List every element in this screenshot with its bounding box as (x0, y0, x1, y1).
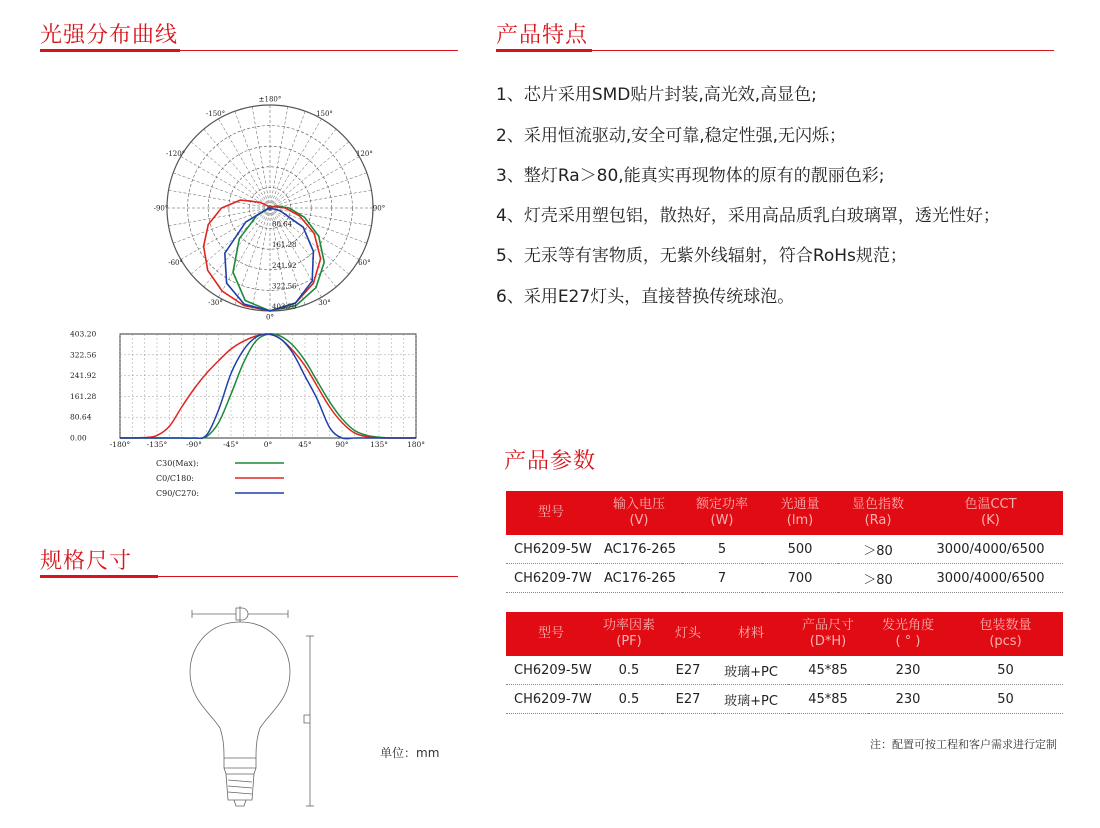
cell: 230 (868, 685, 948, 714)
x-tick-label: -45° (223, 440, 239, 449)
header-model: 型号 (506, 491, 596, 535)
header-angle: 发光角度 ( ° ) (868, 612, 948, 656)
polar-angle-label: -30° (208, 298, 223, 307)
y-tick-label: 0.00 (70, 433, 87, 443)
params-table-2 (506, 612, 1063, 714)
polar-angle-label: 120° (355, 150, 373, 158)
bulb-outline (190, 622, 290, 758)
features-title: 产品特点 (496, 23, 589, 48)
cell: ＞80 (838, 564, 918, 593)
header-material: 材料 (714, 612, 788, 656)
polar-curves (204, 200, 325, 311)
y-tick-label: 403.20 (70, 329, 97, 339)
cell: 3000/4000/6500 (918, 535, 1063, 564)
header-cri: 显色指数 (Ra) (838, 491, 918, 535)
polar-angle-label: 30° (318, 298, 331, 307)
unit-label: 单位：mm (380, 746, 440, 760)
table-row (506, 564, 1063, 593)
x-tick-label: 90° (335, 440, 349, 449)
header-model: 型号 (506, 612, 596, 656)
table-header-row (506, 612, 1063, 656)
diameter-symbol (236, 608, 248, 620)
y-tick-label: 161.28 (70, 391, 97, 401)
feature-item: 5、无汞等有害物质，无紫外线辐射，符合RoHs规范； (496, 246, 907, 266)
cell: CH6209-7W (506, 564, 596, 593)
cell: 玻璃+PC (714, 685, 788, 714)
feature-item: 6、采用E27灯头，直接替换传统球泡。 (496, 287, 795, 307)
feature-item: 3、整灯Ra＞80,能真实再现物体的原有的靓丽色彩; (496, 166, 885, 186)
x-tick-label: -135° (146, 440, 168, 449)
header-power: 额定功率 (W) (682, 491, 762, 535)
y-tick-label: 241.92 (70, 371, 97, 381)
polar-radial-label: 161.28 (272, 241, 297, 250)
cell: CH6209-5W (506, 656, 596, 685)
cell: 0.5 (596, 685, 662, 714)
cell: E27 (662, 656, 714, 685)
bulb-drawing (180, 600, 330, 815)
customization-note: 注：配置可按工程和客户需求进行定制 (870, 738, 1057, 751)
polar-angle-label: -60° (168, 259, 183, 267)
cell: 0.5 (596, 656, 662, 685)
bulb-cap (224, 758, 256, 806)
cell: AC176-265 (596, 535, 682, 564)
cell: AC176-265 (596, 564, 682, 593)
table-row (506, 685, 1063, 714)
dimensions-title: 规格尺寸 (40, 549, 133, 574)
x-tick-label: 0° (263, 440, 273, 449)
header-cct: 色温CCT (K) (918, 491, 1063, 535)
distribution-title-rule (40, 50, 458, 51)
params-table-1 (506, 491, 1063, 593)
feature-item: 1、芯片采用SMD贴片封装,高光效,高显色; (496, 85, 817, 105)
polar-curve (225, 208, 314, 311)
table-header-row (506, 491, 1063, 535)
cell: E27 (662, 685, 714, 714)
cell: 50 (948, 656, 1063, 685)
x-tick-label: 135° (369, 440, 389, 449)
cell: 45*85 (788, 656, 868, 685)
chart-legend (156, 459, 284, 498)
polar-radial-label: 322.56 (272, 282, 297, 291)
cell: 45*85 (788, 685, 868, 714)
polar-diagram (153, 95, 390, 322)
cell: 玻璃+PC (714, 656, 788, 685)
cell: CH6209-7W (506, 685, 596, 714)
y-tick-label: 80.64 (70, 412, 92, 422)
table-row (506, 656, 1063, 685)
header-pf: 功率因素 (PF) (596, 612, 662, 656)
table-row (506, 535, 1063, 564)
cell: 50 (948, 685, 1063, 714)
cell: 700 (762, 564, 838, 593)
x-tick-label: -180° (109, 440, 131, 449)
polar-angle-label: 90° (372, 204, 386, 213)
header-pack: 包装数量 (pcs) (948, 612, 1063, 656)
polar-angle-label: -150° (205, 110, 226, 119)
polar-angle-label: -120° (165, 150, 186, 158)
cell: 3000/4000/6500 (918, 564, 1063, 593)
cell: 500 (762, 535, 838, 564)
header-lumen: 光通量 (lm) (762, 491, 838, 535)
polar-angle-label: 0° (266, 313, 274, 322)
cell: ＞80 (838, 535, 918, 564)
x-tick-label: 180° (406, 440, 426, 449)
x-tick-label: 45° (298, 440, 312, 449)
y-tick-label: 322.56 (70, 350, 97, 360)
polar-radial-label: 403.20 (272, 303, 297, 311)
polar-angle-label: 60° (358, 259, 371, 267)
cell: 230 (868, 656, 948, 685)
chart-grid (120, 334, 416, 438)
features-title-rule (496, 50, 1054, 51)
header-base: 灯头 (662, 612, 714, 656)
legend-label: C30(Max): (156, 459, 199, 468)
polar-angle-label: -90° (153, 204, 169, 213)
polar-radial-label: 241.92 (272, 261, 297, 270)
polar-radial-label: 80.64 (272, 220, 293, 229)
feature-item: 2、采用恒流驱动,安全可靠,稳定性强,无闪烁； (496, 126, 847, 146)
distribution-title: 光强分布曲线 (40, 23, 179, 48)
feature-item: 4、灯壳采用塑包铝，散热好，采用高品质乳白玻璃罩，透光性好； (496, 206, 1000, 226)
params-title: 产品参数 (504, 449, 597, 474)
x-tick-label: -90° (186, 440, 202, 449)
legend-label: C90/C270: (156, 489, 200, 498)
polar-angle-label: 150° (316, 110, 333, 119)
cell: 7 (682, 564, 762, 593)
header-voltage: 输入电压 (V) (596, 491, 682, 535)
header-size: 产品尺寸 (D*H) (788, 612, 868, 656)
dimensions-title-rule (40, 576, 458, 577)
cartesian-chart (60, 326, 440, 506)
legend-label: C0/C180: (156, 474, 194, 483)
polar-angle-label: ±180° (258, 95, 282, 104)
chart-ticks (70, 330, 425, 450)
cell: 5 (682, 535, 762, 564)
cell: CH6209-5W (506, 535, 596, 564)
